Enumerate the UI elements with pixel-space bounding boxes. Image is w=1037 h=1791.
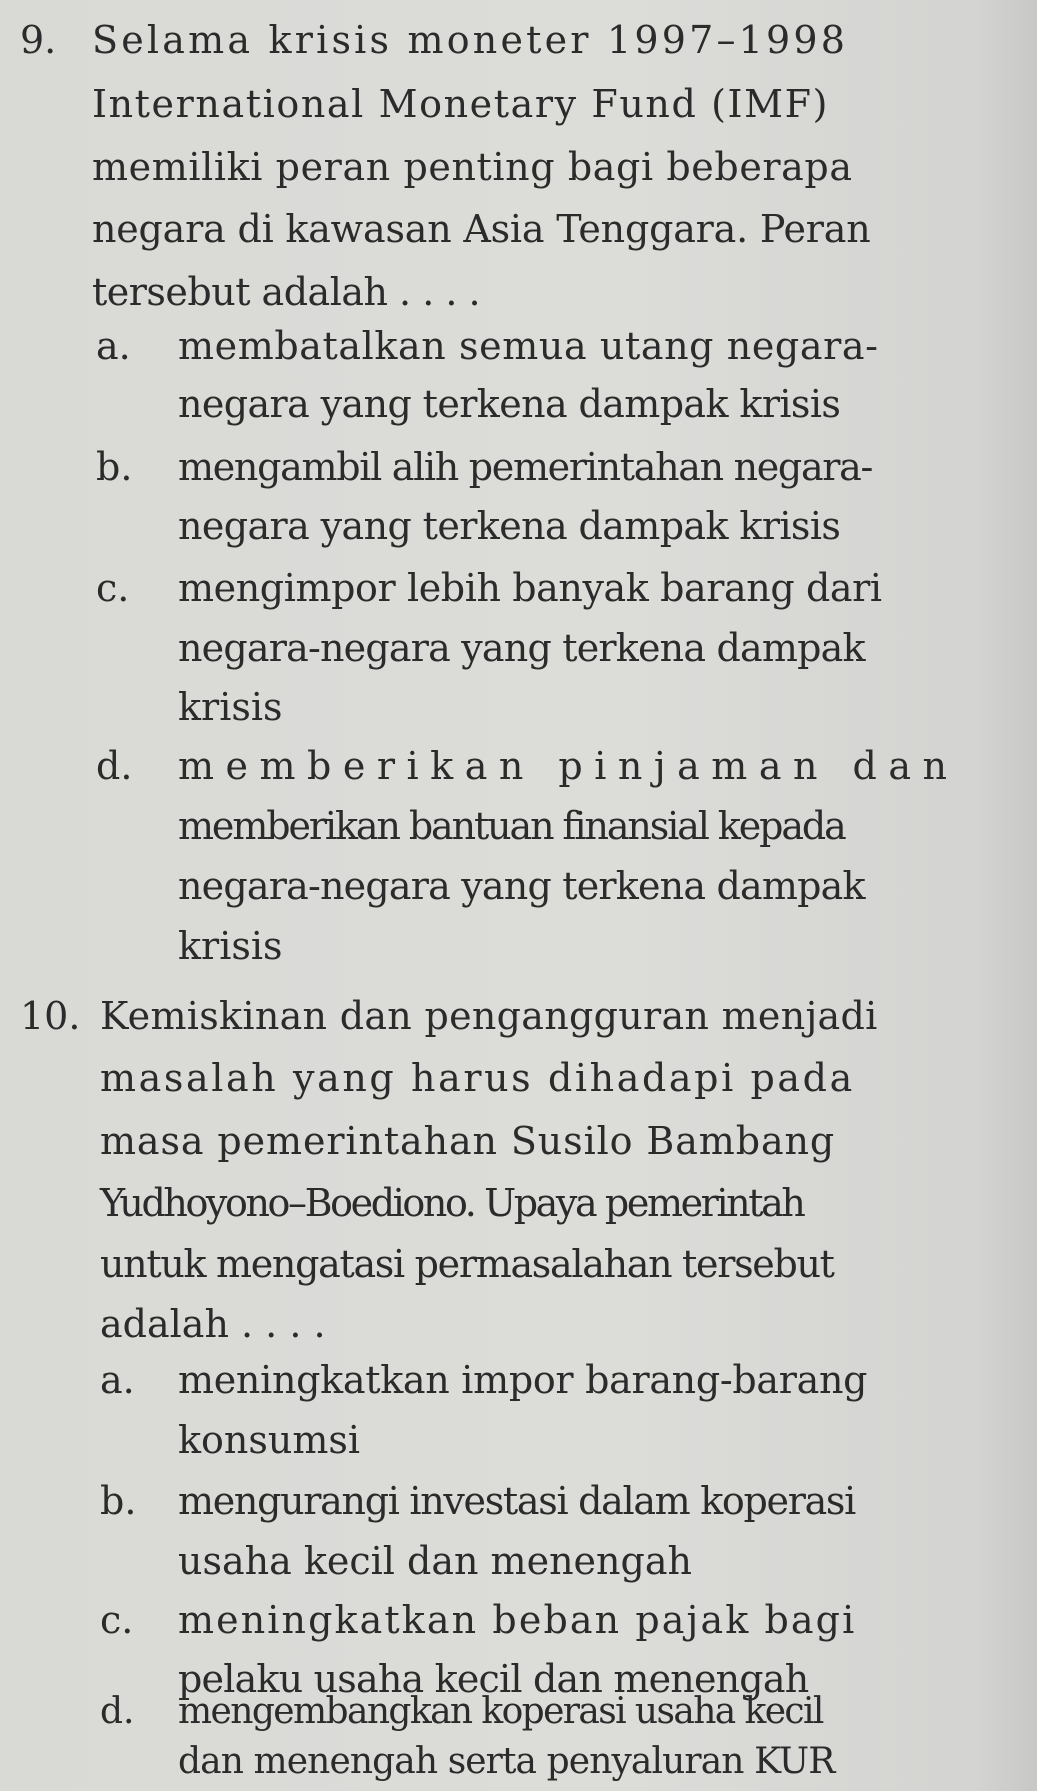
question-9-option-b-label: b. bbox=[96, 445, 133, 489]
question-9-stem-line: negara di kawasan Asia Tenggara. Peran bbox=[92, 207, 871, 251]
question-9-option-d-label: d. bbox=[96, 744, 133, 788]
question-9-option-c-line: mengimpor lebih banyak barang dari bbox=[178, 566, 882, 610]
question-9-option-b-line: negara yang terkena dampak krisis bbox=[178, 504, 841, 548]
question-10-option-d-line: mengembangkan koperasi usaha kecil bbox=[178, 1691, 823, 1732]
question-10-option-c-line: meningkatkan beban pajak bagi bbox=[178, 1598, 857, 1642]
question-10-option-c-line: pelaku usaha kecil dan menengah bbox=[178, 1657, 809, 1701]
question-9-option-b-line: mengambil alih pemerintahan negara- bbox=[178, 445, 873, 489]
question-9-stem-line: International Monetary Fund (IMF) bbox=[92, 82, 830, 126]
question-10-stem-line: masalah yang harus dihadapi pada bbox=[100, 1056, 855, 1100]
question-9-option-c-line: krisis bbox=[178, 685, 283, 729]
question-10-option-b-line: usaha kecil dan menengah bbox=[178, 1539, 692, 1583]
question-10-number: 10. bbox=[20, 994, 81, 1038]
question-9-option-a-label: a. bbox=[96, 324, 131, 368]
question-10-option-b-label: b. bbox=[100, 1479, 137, 1523]
question-9-stem-line: memiliki peran penting bagi beberapa bbox=[92, 145, 853, 189]
question-9-option-d-line: krisis bbox=[178, 924, 283, 968]
question-10-stem-line: adalah . . . . bbox=[100, 1302, 326, 1346]
question-10-option-a-line: meningkatkan impor barang-barang bbox=[178, 1358, 868, 1402]
question-10-option-b-line: mengurangi investasi dalam koperasi bbox=[178, 1479, 855, 1523]
question-9-option-a-line: negara yang terkena dampak krisis bbox=[178, 382, 841, 426]
question-10-stem-line: masa pemerintahan Susilo Bambang bbox=[100, 1119, 836, 1163]
question-10-option-d-line: dan menengah serta penyaluran KUR bbox=[178, 1741, 835, 1782]
question-10-option-d-label: d. bbox=[100, 1691, 135, 1732]
question-10-stem-line: Yudhoyono–Boediono. Upaya pemerintah bbox=[100, 1181, 804, 1225]
question-10-stem-line: untuk mengatasi permasalahan tersebut bbox=[100, 1242, 834, 1286]
question-9-option-d-line: memberikan bantuan finansial kepada bbox=[178, 804, 845, 848]
question-10-option-a-label: a. bbox=[100, 1358, 135, 1402]
question-9-stem-line: Selama krisis moneter 1997–1998 bbox=[92, 18, 849, 62]
question-9-number: 9. bbox=[20, 18, 57, 62]
question-9-stem-line: tersebut adalah . . . . bbox=[92, 270, 481, 314]
question-9-option-c-line: negara-negara yang terkena dampak bbox=[178, 626, 865, 670]
question-9-option-c-label: c. bbox=[96, 566, 130, 610]
question-9-option-d-line: negara-negara yang terkena dampak bbox=[178, 864, 865, 908]
question-10-option-a-line: konsumsi bbox=[178, 1418, 361, 1462]
question-10-stem-line: Kemiskinan dan pengangguran menjadi bbox=[100, 994, 878, 1038]
question-9-option-d-line: memberikan pinjaman dan bbox=[178, 744, 959, 788]
question-9-option-a-line: membatalkan semua utang negara- bbox=[178, 324, 879, 368]
question-10-option-c-label: c. bbox=[100, 1598, 134, 1642]
